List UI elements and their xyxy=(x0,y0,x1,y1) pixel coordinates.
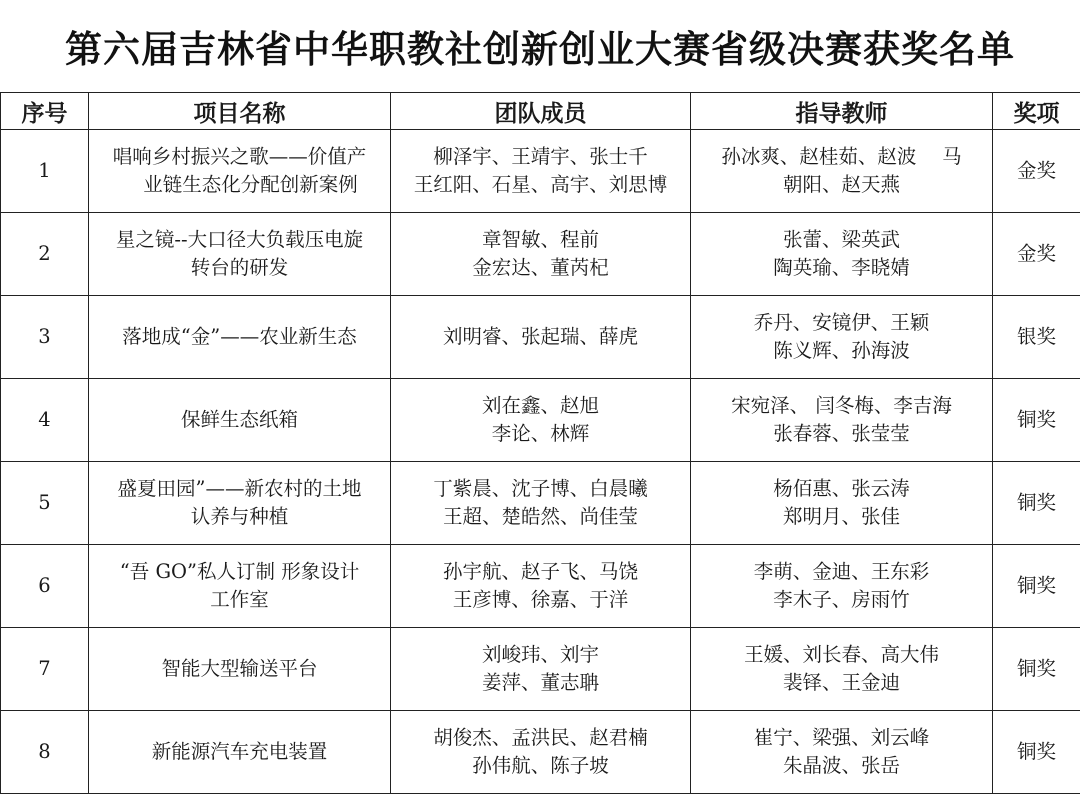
team-members-line: 王超、楚皓然、尚佳莹 xyxy=(442,505,638,528)
project-name xyxy=(89,296,391,379)
row-num: 3 xyxy=(1,296,89,379)
project-name-line: 盛夏田园”——新农村的土地 xyxy=(117,477,362,500)
team-members xyxy=(391,296,691,379)
team-members xyxy=(391,628,691,711)
mentors-line: 崔宁、梁强、刘云峰 xyxy=(753,726,930,749)
mentors-line: 杨佰惠、张云涛 xyxy=(773,477,910,500)
table-row xyxy=(1,213,1080,296)
project-name xyxy=(89,130,391,213)
table-row xyxy=(1,296,1080,379)
team-members-line: 孙宇航、赵子飞、马饶 xyxy=(442,560,638,583)
project-name-line: 保鲜生态纸箱 xyxy=(180,408,298,431)
project-name xyxy=(89,462,391,545)
header-project: 项目名称 xyxy=(89,93,391,130)
project-name-line: 工作室 xyxy=(210,588,269,611)
mentors-line: 乔丹、安镜伊、王颖 xyxy=(753,311,930,334)
mentors-line: 陈义辉、孙海波 xyxy=(773,339,910,362)
row-num: 2 xyxy=(1,213,89,296)
row-num: 1 xyxy=(1,130,89,213)
mentors xyxy=(691,628,993,711)
team-members-line: 金宏达、董芮杞 xyxy=(472,256,609,279)
mentors-line: 朝阳、赵天燕 xyxy=(782,173,900,196)
award: 金奖 xyxy=(993,130,1080,213)
project-name-line: 智能大型输送平台 xyxy=(161,657,318,680)
header-num: 序号 xyxy=(1,93,89,130)
project-name xyxy=(89,545,391,628)
row-num: 4 xyxy=(1,379,89,462)
team-members-line: 姜萍、董志聃 xyxy=(481,671,599,694)
mentors-line: 李木子、房雨竹 xyxy=(773,588,910,611)
header-award: 奖项 xyxy=(993,93,1080,130)
team-members-line: 刘峻玮、刘宇 xyxy=(481,643,599,666)
mentors xyxy=(691,711,993,794)
table-row xyxy=(1,462,1080,545)
team-members-line: 王红阳、石星、高宇、刘思博 xyxy=(413,173,668,196)
mentors-line: 陶英瑜、李晓婧 xyxy=(773,256,910,279)
team-members-line: 胡俊杰、孟洪民、赵君楠 xyxy=(433,726,648,749)
mentors xyxy=(691,130,993,213)
project-name-line: “吾 GO”私人订制 形象设计 xyxy=(119,560,360,583)
mentors-line: 朱晶波、张岳 xyxy=(782,754,900,777)
mentors xyxy=(691,296,993,379)
project-name-line: 业链生态化分配创新案例 xyxy=(143,173,358,196)
award: 银奖 xyxy=(993,296,1080,379)
team-members-line: 刘明睿、张起瑞、薛虎 xyxy=(442,325,638,348)
team-members-line: 王彦博、徐嘉、于洋 xyxy=(452,588,629,611)
team-members xyxy=(391,545,691,628)
header-team: 团队成员 xyxy=(391,93,691,130)
mentors xyxy=(691,213,993,296)
team-members xyxy=(391,711,691,794)
team-members xyxy=(391,379,691,462)
team-members-line: 刘在鑫、赵旭 xyxy=(481,394,599,417)
row-num: 5 xyxy=(1,462,89,545)
team-members xyxy=(391,462,691,545)
award: 铜奖 xyxy=(993,545,1080,628)
table-row xyxy=(1,628,1080,711)
team-members-line: 柳泽宇、王靖宇、张士千 xyxy=(433,145,648,168)
team-members-line: 李论、林辉 xyxy=(491,422,590,445)
table-row xyxy=(1,545,1080,628)
mentors-line: 孙冰爽、赵桂茹、赵波 马 xyxy=(721,145,962,168)
mentors-line: 裴铎、王金迪 xyxy=(782,671,900,694)
page-title: 第六届吉林省中华职教社创新创业大赛省级决赛获奖名单 xyxy=(65,28,1015,71)
award: 铜奖 xyxy=(993,379,1080,462)
mentors-line: 王媛、刘长春、高大伟 xyxy=(743,643,939,666)
project-name-line: 转台的研发 xyxy=(190,256,289,279)
row-num: 6 xyxy=(1,545,89,628)
mentors xyxy=(691,462,993,545)
project-name-line: 星之镜--大口径大负载压电旋 xyxy=(115,228,364,251)
project-name-line: 落地成“金”——农业新生态 xyxy=(122,325,357,348)
mentors xyxy=(691,379,993,462)
award: 铜奖 xyxy=(993,628,1080,711)
mentors-line: 郑明月、张佳 xyxy=(782,505,900,528)
award: 金奖 xyxy=(993,213,1080,296)
mentors-line: 张春蓉、张莹莹 xyxy=(773,422,910,445)
project-name xyxy=(89,379,391,462)
row-num: 8 xyxy=(1,711,89,794)
team-members-line: 孙伟航、陈子坡 xyxy=(472,754,609,777)
project-name xyxy=(89,711,391,794)
award: 铜奖 xyxy=(993,462,1080,545)
team-members-line: 丁紫晨、沈子博、白晨曦 xyxy=(433,477,648,500)
project-name-line: 认养与种植 xyxy=(190,505,289,528)
table-row xyxy=(1,711,1080,794)
project-name-line: 唱响乡村振兴之歌——价值产 xyxy=(112,145,367,168)
mentors-line: 宋宛泽、 闫冬梅、李吉海 xyxy=(731,394,952,417)
mentors xyxy=(691,545,993,628)
team-members xyxy=(391,213,691,296)
awards-table xyxy=(0,92,1080,794)
project-name xyxy=(89,628,391,711)
project-name-line: 新能源汽车充电装置 xyxy=(151,740,328,763)
header-mentor: 指导教师 xyxy=(691,93,993,130)
table-row xyxy=(1,130,1080,213)
mentors-line: 张蕾、梁英武 xyxy=(782,228,900,251)
project-name xyxy=(89,213,391,296)
mentors-line: 李萌、金迪、王东彩 xyxy=(753,560,930,583)
table-header-row xyxy=(1,93,1080,130)
award: 铜奖 xyxy=(993,711,1080,794)
team-members xyxy=(391,130,691,213)
team-members-line: 章智敏、程前 xyxy=(481,228,599,251)
row-num: 7 xyxy=(1,628,89,711)
table-row xyxy=(1,379,1080,462)
